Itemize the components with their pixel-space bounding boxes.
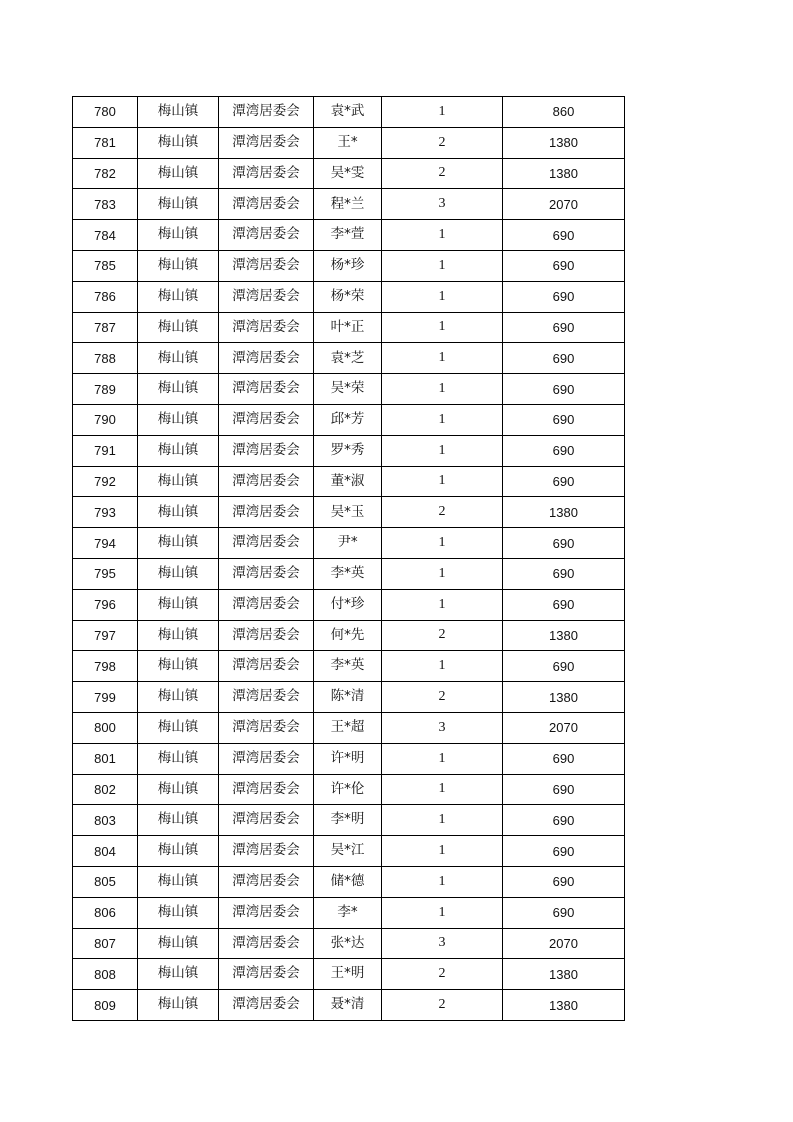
name-cell: 吴*雯 <box>314 158 382 189</box>
row-number-cell: 785 <box>73 250 138 281</box>
committee-cell: 潭湾居委会 <box>219 959 314 990</box>
name-cell: 许*伦 <box>314 774 382 805</box>
amount-cell: 2070 <box>503 189 625 220</box>
table-row <box>73 990 625 1021</box>
table-row <box>73 343 625 374</box>
amount-cell: 690 <box>503 651 625 682</box>
table-row <box>73 466 625 497</box>
row-number-cell: 792 <box>73 466 138 497</box>
committee-cell: 潭湾居委会 <box>219 651 314 682</box>
row-number-cell: 788 <box>73 343 138 374</box>
row-number-cell: 796 <box>73 589 138 620</box>
committee-cell: 潭湾居委会 <box>219 435 314 466</box>
committee-cell: 潭湾居委会 <box>219 220 314 251</box>
committee-cell: 潭湾居委会 <box>219 312 314 343</box>
name-cell: 吴*荣 <box>314 374 382 405</box>
committee-cell: 潭湾居委会 <box>219 743 314 774</box>
amount-cell: 690 <box>503 404 625 435</box>
row-number-cell: 794 <box>73 528 138 559</box>
name-cell: 李* <box>314 897 382 928</box>
amount-cell: 690 <box>503 343 625 374</box>
town-cell: 梅山镇 <box>138 743 219 774</box>
name-cell: 袁*武 <box>314 97 382 128</box>
amount-cell: 1380 <box>503 620 625 651</box>
count-cell: 1 <box>382 743 503 774</box>
row-number-cell: 802 <box>73 774 138 805</box>
town-cell: 梅山镇 <box>138 528 219 559</box>
town-cell: 梅山镇 <box>138 990 219 1021</box>
count-cell: 1 <box>382 805 503 836</box>
amount-cell: 690 <box>503 558 625 589</box>
town-cell: 梅山镇 <box>138 435 219 466</box>
count-cell: 1 <box>382 589 503 620</box>
name-cell: 程*兰 <box>314 189 382 220</box>
count-cell: 1 <box>382 558 503 589</box>
table-row <box>73 836 625 867</box>
count-cell: 3 <box>382 712 503 743</box>
name-cell: 聂*清 <box>314 990 382 1021</box>
count-cell: 2 <box>382 158 503 189</box>
amount-cell: 690 <box>503 312 625 343</box>
count-cell: 2 <box>382 959 503 990</box>
town-cell: 梅山镇 <box>138 651 219 682</box>
name-cell: 储*德 <box>314 866 382 897</box>
count-cell: 1 <box>382 897 503 928</box>
name-cell: 董*淑 <box>314 466 382 497</box>
count-cell: 2 <box>382 682 503 713</box>
row-number-cell: 784 <box>73 220 138 251</box>
count-cell: 2 <box>382 620 503 651</box>
count-cell: 1 <box>382 220 503 251</box>
table-row <box>73 620 625 651</box>
table-row <box>73 866 625 897</box>
name-cell: 尹* <box>314 528 382 559</box>
amount-cell: 690 <box>503 528 625 559</box>
table-row <box>73 127 625 158</box>
amount-cell: 1380 <box>503 682 625 713</box>
committee-cell: 潭湾居委会 <box>219 250 314 281</box>
row-number-cell: 789 <box>73 374 138 405</box>
town-cell: 梅山镇 <box>138 158 219 189</box>
town-cell: 梅山镇 <box>138 897 219 928</box>
table-row <box>73 497 625 528</box>
town-cell: 梅山镇 <box>138 343 219 374</box>
committee-cell: 潭湾居委会 <box>219 558 314 589</box>
name-cell: 罗*秀 <box>314 435 382 466</box>
table-row <box>73 404 625 435</box>
count-cell: 1 <box>382 528 503 559</box>
amount-cell: 690 <box>503 220 625 251</box>
committee-cell: 潭湾居委会 <box>219 682 314 713</box>
name-cell: 叶*正 <box>314 312 382 343</box>
name-cell: 张*达 <box>314 928 382 959</box>
amount-cell: 690 <box>503 435 625 466</box>
committee-cell: 潭湾居委会 <box>219 374 314 405</box>
town-cell: 梅山镇 <box>138 312 219 343</box>
table-row <box>73 281 625 312</box>
count-cell: 1 <box>382 343 503 374</box>
town-cell: 梅山镇 <box>138 620 219 651</box>
town-cell: 梅山镇 <box>138 774 219 805</box>
table-row <box>73 805 625 836</box>
table-row <box>73 97 625 128</box>
committee-cell: 潭湾居委会 <box>219 805 314 836</box>
name-cell: 付*珍 <box>314 589 382 620</box>
committee-cell: 潭湾居委会 <box>219 774 314 805</box>
name-cell: 袁*芝 <box>314 343 382 374</box>
committee-cell: 潭湾居委会 <box>219 466 314 497</box>
committee-cell: 潭湾居委会 <box>219 712 314 743</box>
name-cell: 王*超 <box>314 712 382 743</box>
town-cell: 梅山镇 <box>138 220 219 251</box>
row-number-cell: 795 <box>73 558 138 589</box>
table-row <box>73 651 625 682</box>
count-cell: 1 <box>382 404 503 435</box>
amount-cell: 1380 <box>503 959 625 990</box>
committee-cell: 潭湾居委会 <box>219 897 314 928</box>
town-cell: 梅山镇 <box>138 97 219 128</box>
row-number-cell: 793 <box>73 497 138 528</box>
table-row <box>73 435 625 466</box>
committee-cell: 潭湾居委会 <box>219 97 314 128</box>
name-cell: 李*英 <box>314 558 382 589</box>
table-row <box>73 558 625 589</box>
amount-cell: 1380 <box>503 158 625 189</box>
amount-cell: 690 <box>503 281 625 312</box>
subsidy-table <box>72 96 625 1021</box>
amount-cell: 2070 <box>503 712 625 743</box>
amount-cell: 1380 <box>503 497 625 528</box>
table-row <box>73 589 625 620</box>
row-number-cell: 786 <box>73 281 138 312</box>
amount-cell: 690 <box>503 774 625 805</box>
name-cell: 许*明 <box>314 743 382 774</box>
town-cell: 梅山镇 <box>138 836 219 867</box>
name-cell: 王*明 <box>314 959 382 990</box>
amount-cell: 690 <box>503 805 625 836</box>
count-cell: 1 <box>382 281 503 312</box>
amount-cell: 690 <box>503 866 625 897</box>
count-cell: 1 <box>382 466 503 497</box>
amount-cell: 860 <box>503 97 625 128</box>
name-cell: 李*英 <box>314 651 382 682</box>
name-cell: 王* <box>314 127 382 158</box>
town-cell: 梅山镇 <box>138 127 219 158</box>
row-number-cell: 780 <box>73 97 138 128</box>
row-number-cell: 809 <box>73 990 138 1021</box>
town-cell: 梅山镇 <box>138 805 219 836</box>
name-cell: 何*先 <box>314 620 382 651</box>
town-cell: 梅山镇 <box>138 959 219 990</box>
town-cell: 梅山镇 <box>138 928 219 959</box>
count-cell: 1 <box>382 435 503 466</box>
name-cell: 李*明 <box>314 805 382 836</box>
committee-cell: 潭湾居委会 <box>219 343 314 374</box>
table-row <box>73 928 625 959</box>
table-row <box>73 959 625 990</box>
amount-cell: 690 <box>503 589 625 620</box>
row-number-cell: 804 <box>73 836 138 867</box>
name-cell: 吴*玉 <box>314 497 382 528</box>
count-cell: 1 <box>382 97 503 128</box>
name-cell: 杨*荣 <box>314 281 382 312</box>
row-number-cell: 806 <box>73 897 138 928</box>
town-cell: 梅山镇 <box>138 682 219 713</box>
count-cell: 3 <box>382 189 503 220</box>
table-row <box>73 528 625 559</box>
row-number-cell: 783 <box>73 189 138 220</box>
name-cell: 邱*芳 <box>314 404 382 435</box>
town-cell: 梅山镇 <box>138 712 219 743</box>
committee-cell: 潭湾居委会 <box>219 836 314 867</box>
committee-cell: 潭湾居委会 <box>219 866 314 897</box>
row-number-cell: 797 <box>73 620 138 651</box>
town-cell: 梅山镇 <box>138 250 219 281</box>
count-cell: 1 <box>382 374 503 405</box>
amount-cell: 690 <box>503 374 625 405</box>
committee-cell: 潭湾居委会 <box>219 620 314 651</box>
table-row <box>73 312 625 343</box>
row-number-cell: 801 <box>73 743 138 774</box>
count-cell: 2 <box>382 990 503 1021</box>
town-cell: 梅山镇 <box>138 281 219 312</box>
table-row <box>73 189 625 220</box>
committee-cell: 潭湾居委会 <box>219 158 314 189</box>
row-number-cell: 800 <box>73 712 138 743</box>
town-cell: 梅山镇 <box>138 558 219 589</box>
table-row <box>73 897 625 928</box>
table-row <box>73 712 625 743</box>
count-cell: 1 <box>382 836 503 867</box>
amount-cell: 2070 <box>503 928 625 959</box>
amount-cell: 1380 <box>503 990 625 1021</box>
row-number-cell: 799 <box>73 682 138 713</box>
town-cell: 梅山镇 <box>138 404 219 435</box>
table-body <box>73 97 625 1021</box>
town-cell: 梅山镇 <box>138 497 219 528</box>
town-cell: 梅山镇 <box>138 466 219 497</box>
row-number-cell: 781 <box>73 127 138 158</box>
count-cell: 1 <box>382 250 503 281</box>
table-row <box>73 743 625 774</box>
town-cell: 梅山镇 <box>138 866 219 897</box>
committee-cell: 潭湾居委会 <box>219 528 314 559</box>
committee-cell: 潭湾居委会 <box>219 127 314 158</box>
committee-cell: 潭湾居委会 <box>219 589 314 620</box>
row-number-cell: 805 <box>73 866 138 897</box>
committee-cell: 潭湾居委会 <box>219 281 314 312</box>
committee-cell: 潭湾居委会 <box>219 404 314 435</box>
amount-cell: 690 <box>503 897 625 928</box>
row-number-cell: 782 <box>73 158 138 189</box>
amount-cell: 690 <box>503 836 625 867</box>
town-cell: 梅山镇 <box>138 189 219 220</box>
row-number-cell: 791 <box>73 435 138 466</box>
name-cell: 吴*江 <box>314 836 382 867</box>
amount-cell: 1380 <box>503 127 625 158</box>
row-number-cell: 803 <box>73 805 138 836</box>
committee-cell: 潭湾居委会 <box>219 189 314 220</box>
table-row <box>73 158 625 189</box>
committee-cell: 潭湾居委会 <box>219 990 314 1021</box>
table-row <box>73 250 625 281</box>
row-number-cell: 807 <box>73 928 138 959</box>
table-row <box>73 220 625 251</box>
name-cell: 陈*清 <box>314 682 382 713</box>
row-number-cell: 790 <box>73 404 138 435</box>
count-cell: 1 <box>382 866 503 897</box>
count-cell: 2 <box>382 497 503 528</box>
count-cell: 3 <box>382 928 503 959</box>
row-number-cell: 798 <box>73 651 138 682</box>
count-cell: 1 <box>382 774 503 805</box>
amount-cell: 690 <box>503 250 625 281</box>
table-row <box>73 774 625 805</box>
amount-cell: 690 <box>503 743 625 774</box>
row-number-cell: 808 <box>73 959 138 990</box>
committee-cell: 潭湾居委会 <box>219 928 314 959</box>
name-cell: 杨*珍 <box>314 250 382 281</box>
name-cell: 李*萱 <box>314 220 382 251</box>
count-cell: 1 <box>382 312 503 343</box>
count-cell: 2 <box>382 127 503 158</box>
row-number-cell: 787 <box>73 312 138 343</box>
count-cell: 1 <box>382 651 503 682</box>
table-row <box>73 374 625 405</box>
town-cell: 梅山镇 <box>138 374 219 405</box>
committee-cell: 潭湾居委会 <box>219 497 314 528</box>
town-cell: 梅山镇 <box>138 589 219 620</box>
table-row <box>73 682 625 713</box>
amount-cell: 690 <box>503 466 625 497</box>
